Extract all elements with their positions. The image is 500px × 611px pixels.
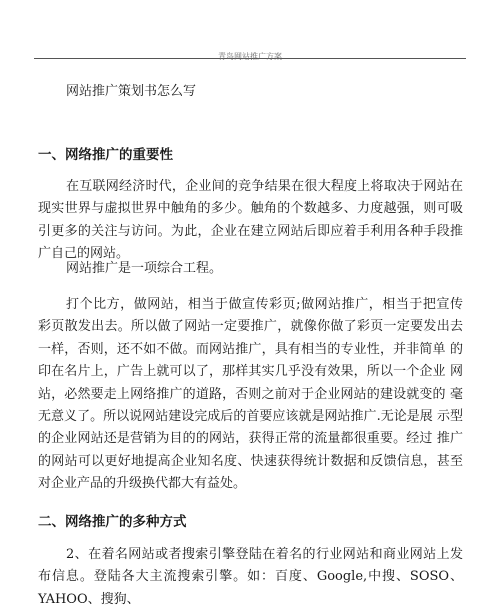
- section-1-paragraph-2: 网站推广是一项综合工程。: [66, 261, 223, 276]
- header-text: 青岛网站推广方案: [218, 52, 282, 61]
- document-title: 网站推广策划书怎么写: [66, 84, 197, 99]
- page-header: [34, 38, 466, 59]
- section-1-paragraph-3: 打个比方，做网站，相当于做宣传彩页;做网站推广，相当于把宣传 彩页散发出去。所以做了网站一定要推广，就像你做了彩页一定要发出去 一样，否则，还不如不做。而网站推广，具有相当的专业性，并非简单 的印在名片上，广告上就可以了，那样其实几乎没有效果，所以一个企业 网站，必然要走上网络推广的道路，否则之前对于企业网站的建设就变的 毫无意义了。所以说网站建设完成后的首要应该就是网站推广.无论是展 示型的企业网站还是营销为目的的网站，获得正常的流量都很重要。经过 推广的网站可以更好地提高企业知名度、快速获得统计数据和反馈信息，甚至对企业产品的升级换代都大有益处。: [38, 297, 463, 492]
- section-1-heading: 一、网络推广的重要性: [38, 147, 173, 163]
- section-2-paragraph-1: 2、在着名网站或者搜索引擎登陆在着名的行业网站和商业网站上发 布信息。登陆各大主流搜索引擎。如：百度、Google,中搜、SOSO、 YAHOO、搜狗、: [38, 547, 463, 607]
- section-1-paragraph-1: 在互联网经济时代，企业间的竞争结果在很大程度上将取决于网站在 现实世界与虚拟世界中触角的多少。触角的个数越多、力度越强，则可吸 引更多的关注与访问。为此，企业在建立网站后即应着手利用各种手段推 广自己的网站。: [38, 179, 463, 262]
- section-2-heading: 二、网络推广的多种方式: [38, 514, 187, 530]
